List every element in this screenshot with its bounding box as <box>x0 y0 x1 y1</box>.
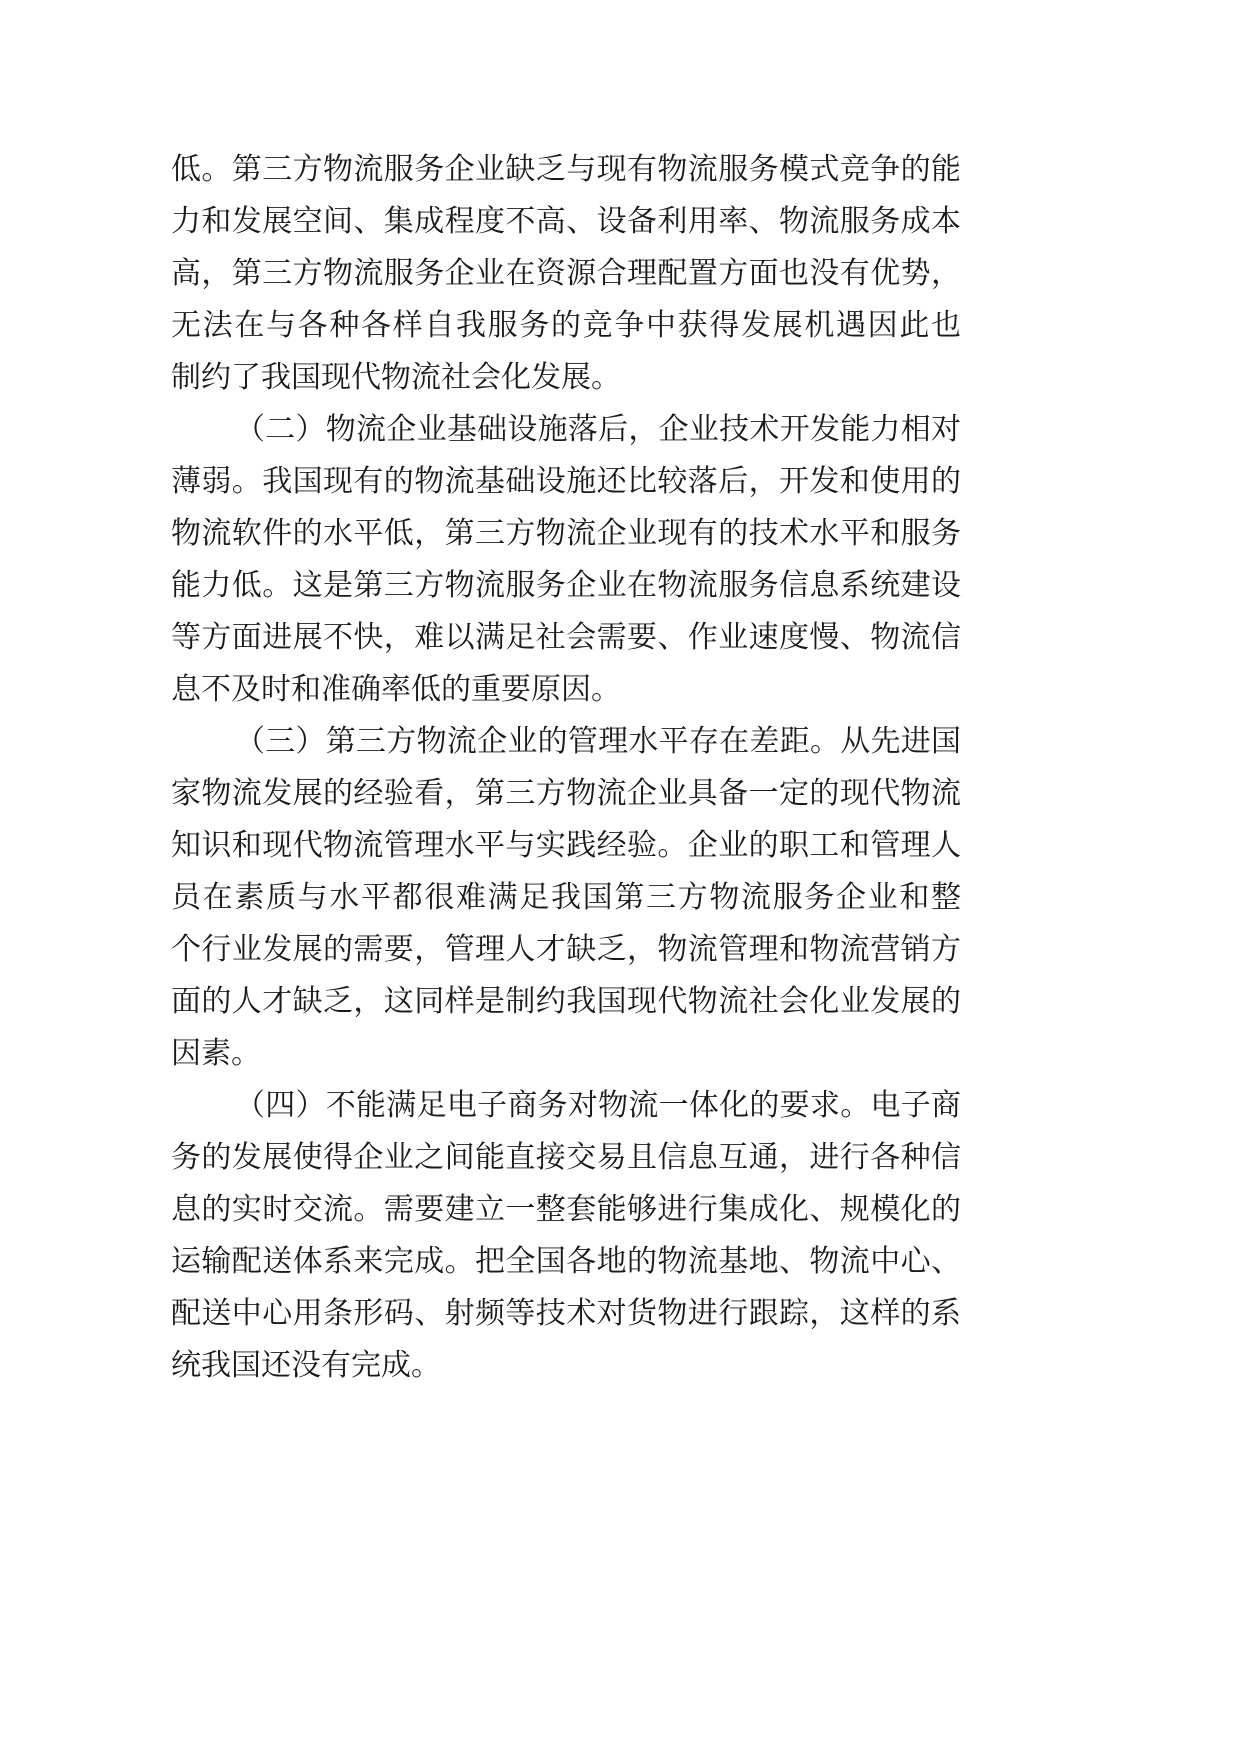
text-line: 配送中心用条形码、射频等技术对货物进行跟踪，这样的系 <box>171 1296 961 1331</box>
text-line: 知识和现代物流管理水平与实践经验。企业的职工和管理人 <box>171 828 961 863</box>
paragraph-section-2 <box>171 404 961 716</box>
text-line: 无法在与各种各样自我服务的竞争中获得发展机遇因此也 <box>171 308 961 343</box>
text-line: 员在素质与水平都很难满足我国第三方物流服务企业和整 <box>171 880 961 915</box>
paragraph-heading-line: （四）不能满足电子商务对物流一体化的要求。电子商 <box>235 1088 961 1123</box>
text-line: 息不及时和准确率低的重要原因。 <box>171 672 621 707</box>
document-body <box>171 144 961 1392</box>
text-line: 低。第三方物流服务企业缺乏与现有物流服务模式竞争的能 <box>171 152 961 187</box>
text-line: 力和发展空间、集成程度不高、设备利用率、物流服务成本 <box>171 204 961 239</box>
text-line: 制约了我国现代物流社会化发展。 <box>171 360 621 395</box>
paragraph-section-3 <box>171 716 961 1080</box>
text-line: 因素。 <box>171 1036 261 1071</box>
text-line: 运输配送体系来完成。把全国各地的物流基地、物流中心、 <box>171 1244 961 1279</box>
text-line: 高，第三方物流服务企业在资源合理配置方面也没有优势， <box>171 256 961 291</box>
text-line: 等方面进展不快，难以满足社会需要、作业速度慢、物流信 <box>171 620 961 655</box>
text-line: 薄弱。我国现有的物流基础设施还比较落后，开发和使用的 <box>171 464 961 499</box>
paragraph-section-4 <box>171 1080 961 1392</box>
paragraph-heading-line: （二）物流企业基础设施落后，企业技术开发能力相对 <box>235 412 961 447</box>
text-line: 能力低。这是第三方物流服务企业在物流服务信息系统建设 <box>171 568 961 603</box>
paragraph-continuation <box>171 144 961 404</box>
text-line: 面的人才缺乏，这同样是制约我国现代物流社会化业发展的 <box>171 984 961 1019</box>
text-line: 息的实时交流。需要建立一整套能够进行集成化、规模化的 <box>171 1192 961 1227</box>
paragraph-heading-line: （三）第三方物流企业的管理水平存在差距。从先进国 <box>235 724 961 759</box>
text-line: 个行业发展的需要，管理人才缺乏，物流管理和物流营销方 <box>171 932 961 967</box>
text-line: 务的发展使得企业之间能直接交易且信息互通，进行各种信 <box>171 1140 961 1175</box>
text-line: 家物流发展的经验看，第三方物流企业具备一定的现代物流 <box>171 776 961 811</box>
text-line: 物流软件的水平低，第三方物流企业现有的技术水平和服务 <box>171 516 961 551</box>
text-line: 统我国还没有完成。 <box>171 1348 441 1383</box>
